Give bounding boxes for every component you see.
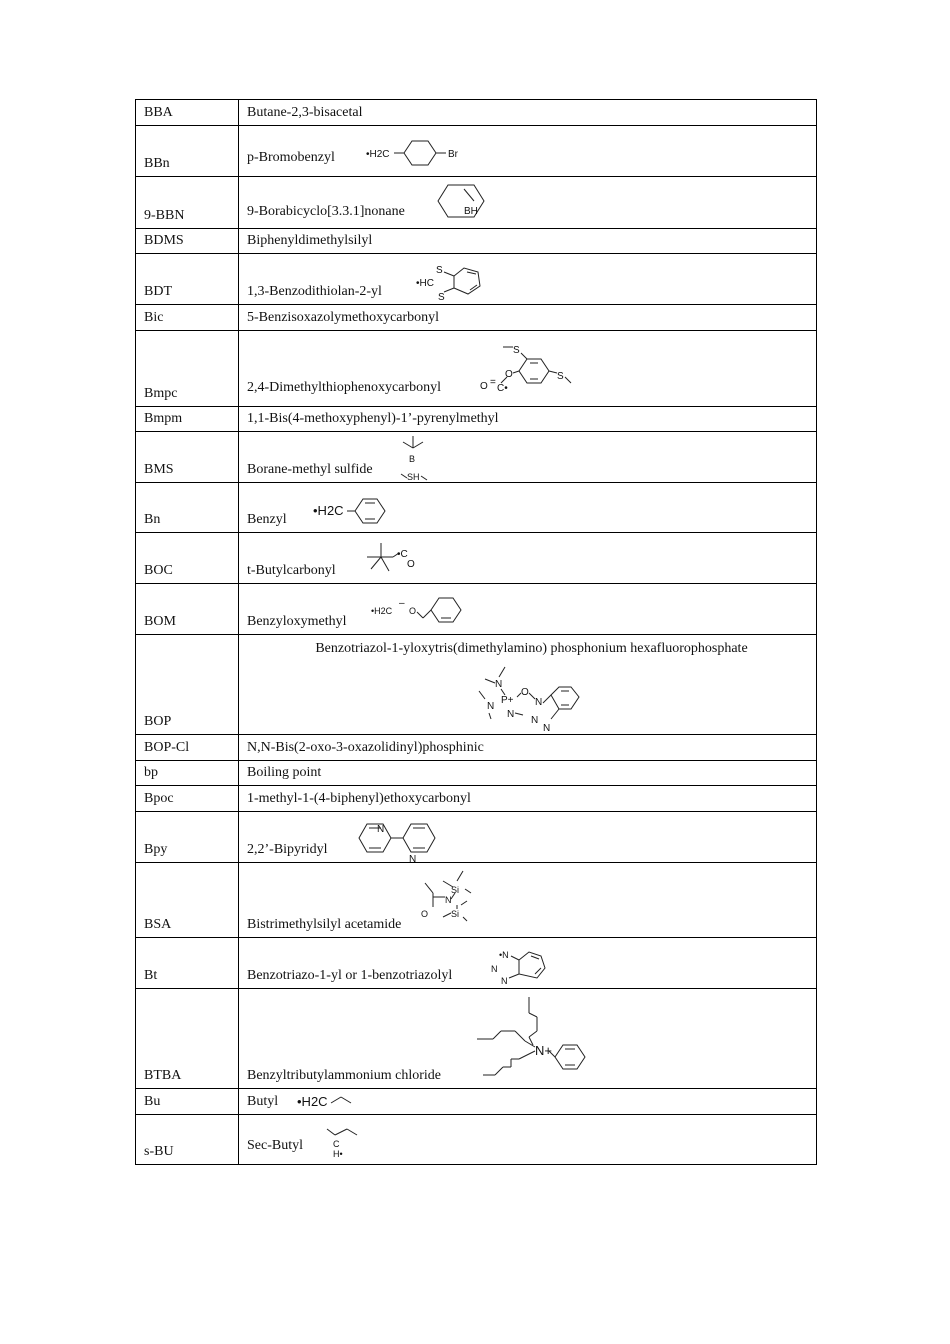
svg-text:C•: C•: [497, 383, 508, 394]
abbr-name: 9-Borabicyclo[3.3.1]nonane BH: [239, 177, 817, 229]
svg-text:N: N: [377, 824, 385, 835]
table-row: [136, 1115, 817, 1165]
table-row: [136, 863, 817, 938]
abbr-code: BOP-Cl: [136, 735, 239, 761]
svg-text:N: N: [495, 679, 503, 690]
svg-text:H•: H•: [333, 1149, 343, 1159]
table-row: [136, 761, 817, 786]
abbr-name: Sec-Butyl C H•: [239, 1115, 817, 1165]
abbr-code: BBA: [136, 100, 239, 126]
abbr-name: Biphenyldimethylsilyl: [239, 229, 817, 254]
bistrimethylsilyl-acetamide-structure: [421, 869, 491, 931]
svg-text:•H2C: •H2C: [313, 503, 344, 518]
table-row: [136, 407, 817, 432]
benzyloxymethyl-structure: [369, 592, 469, 628]
svg-text:P+: P+: [501, 695, 514, 706]
table-row: [136, 177, 817, 229]
abbr-code: s-BU: [136, 1115, 239, 1165]
abbr-code: BBn: [136, 126, 239, 177]
abbr-code: BOP: [136, 635, 239, 735]
svg-text:N: N: [531, 715, 539, 726]
p-bromobenzyl-structure: [364, 132, 474, 166]
table-row: [136, 254, 817, 305]
abbr-code: Bmpm: [136, 407, 239, 432]
svg-text:N: N: [501, 976, 508, 986]
abbr-name: Boiling point: [239, 761, 817, 786]
svg-text:C: C: [333, 1139, 340, 1149]
abbr-code: 9-BBN: [136, 177, 239, 229]
svg-text:N: N: [491, 964, 498, 974]
svg-text:–: –: [399, 598, 405, 609]
svg-text:•H2C: •H2C: [366, 149, 390, 160]
table-row: [136, 635, 817, 735]
abbreviation-table: [135, 99, 817, 1165]
svg-text:•N: •N: [499, 950, 509, 960]
table-row: [136, 126, 817, 177]
borane-methyl-sulfide-structure: [399, 434, 439, 482]
abbr-name: p-Bromobenzyl •H2C Br: [239, 126, 817, 177]
svg-text:S: S: [513, 345, 520, 356]
svg-text:N: N: [445, 895, 452, 905]
abbr-name: Benzyltributylammonium chloride N+: [239, 989, 817, 1089]
abbr-code: Bt: [136, 938, 239, 989]
abbr-name: Bistrimethylsilyl acetamide Si N O Si: [239, 863, 817, 938]
svg-text:=: =: [490, 377, 496, 388]
abbr-code: Bpy: [136, 812, 239, 863]
abbr-code: bp: [136, 761, 239, 786]
svg-text:N: N: [535, 697, 543, 708]
abbr-name: Butyl •H2C: [239, 1089, 817, 1115]
dimethylthiophenoxycarbonyl-structure: [477, 339, 587, 401]
abbr-name: Benzotriazo-1-yl or 1-benzotriazolyl •N N N: [239, 938, 817, 989]
abbr-code: Bic: [136, 305, 239, 331]
svg-text:S: S: [557, 371, 564, 382]
svg-text:Si: Si: [451, 885, 460, 895]
abbr-code: Bmpc: [136, 331, 239, 407]
svg-text:B: B: [409, 454, 416, 464]
abbr-name: 1-methyl-1-(4-biphenyl)ethoxycarbonyl: [239, 786, 817, 812]
bop-structure: [471, 665, 591, 735]
table-row: [136, 483, 817, 533]
abbr-name: Benzyloxymethyl •H2C – O: [239, 584, 817, 635]
abbr-code: Bn: [136, 483, 239, 533]
butyl-structure: [295, 1091, 365, 1113]
svg-text:•H2C: •H2C: [297, 1094, 328, 1109]
svg-text:O: O: [521, 687, 529, 698]
svg-text:O: O: [505, 369, 513, 380]
svg-text:N: N: [507, 709, 515, 720]
benzyltributylammonium-structure: [475, 995, 595, 1085]
benzotriazolyl-structure: [489, 946, 553, 988]
svg-text:O: O: [421, 909, 429, 919]
benzodithiolanyl-structure: [414, 262, 494, 304]
abbr-code: BOM: [136, 584, 239, 635]
abbr-name: 1,1-Bis(4-methoxyphenyl)-1’-pyrenylmethyl: [239, 407, 817, 432]
svg-text:SH: SH: [407, 472, 420, 482]
sec-butyl-structure: [323, 1125, 373, 1161]
abbr-name: Borane-methyl sulfide B SH: [239, 432, 817, 483]
table-row: [136, 100, 817, 126]
abbr-name: Benzotriazol-1-yloxytris(dimethylamino) phosphonium hexafluorophosphate N P+ O N N N N N: [239, 635, 817, 735]
svg-text:•HC: •HC: [416, 278, 434, 289]
table-row: [136, 305, 817, 331]
abbr-name: 2,4-Dimethylthiophenoxycarbonyl S O S O = C•: [239, 331, 817, 407]
svg-text:N: N: [487, 701, 495, 712]
table-row: [136, 989, 817, 1089]
abbr-code: BTBA: [136, 989, 239, 1089]
abbr-code: BDT: [136, 254, 239, 305]
svg-text:N: N: [543, 723, 551, 734]
svg-text:S: S: [438, 292, 445, 303]
benzyl-structure: [311, 493, 391, 527]
abbr-code: Bu: [136, 1089, 239, 1115]
table-row: [136, 533, 817, 584]
svg-text:•H2C: •H2C: [371, 606, 393, 616]
table-row: [136, 938, 817, 989]
abbr-name: N,N-Bis(2-oxo-3-oxazolidinyl)phosphinic: [239, 735, 817, 761]
abbr-code: BDMS: [136, 229, 239, 254]
abbr-name: Butane-2,3-bisacetal: [239, 100, 817, 126]
table-row: [136, 1089, 817, 1115]
table-row: [136, 432, 817, 483]
table-row: [136, 812, 817, 863]
abbr-name: Benzyl •H2C: [239, 483, 817, 533]
svg-text:N+: N+: [535, 1043, 552, 1058]
borabicyclononane-structure: [434, 181, 494, 221]
abbr-name: 2,2’-Bipyridyl N N: [239, 812, 817, 863]
abbr-name: 1,3-Benzodithiolan-2-yl S •HC S: [239, 254, 817, 305]
abbr-name: t-Butylcarbonyl •C O: [239, 533, 817, 584]
abbr-name: 5-Benzisoxazolymethoxycarbonyl: [239, 305, 817, 331]
bipyridyl-structure: [357, 818, 443, 862]
svg-text:BH: BH: [464, 206, 478, 217]
table-row: [136, 735, 817, 761]
svg-text:O: O: [409, 606, 417, 616]
svg-text:Si: Si: [451, 909, 460, 919]
svg-text:O: O: [480, 381, 488, 392]
table-row: [136, 584, 817, 635]
t-butylcarbonyl-structure: [363, 541, 423, 581]
abbr-code: BMS: [136, 432, 239, 483]
table-row: [136, 331, 817, 407]
abbr-code: BOC: [136, 533, 239, 584]
svg-text:N: N: [409, 854, 417, 862]
svg-text:O: O: [407, 559, 415, 570]
table-row: [136, 786, 817, 812]
svg-text:Br: Br: [448, 149, 458, 160]
svg-text:S: S: [436, 265, 443, 276]
table-row: [136, 229, 817, 254]
abbr-code: Bpoc: [136, 786, 239, 812]
svg-text:•C: •C: [397, 549, 408, 560]
abbr-code: BSA: [136, 863, 239, 938]
